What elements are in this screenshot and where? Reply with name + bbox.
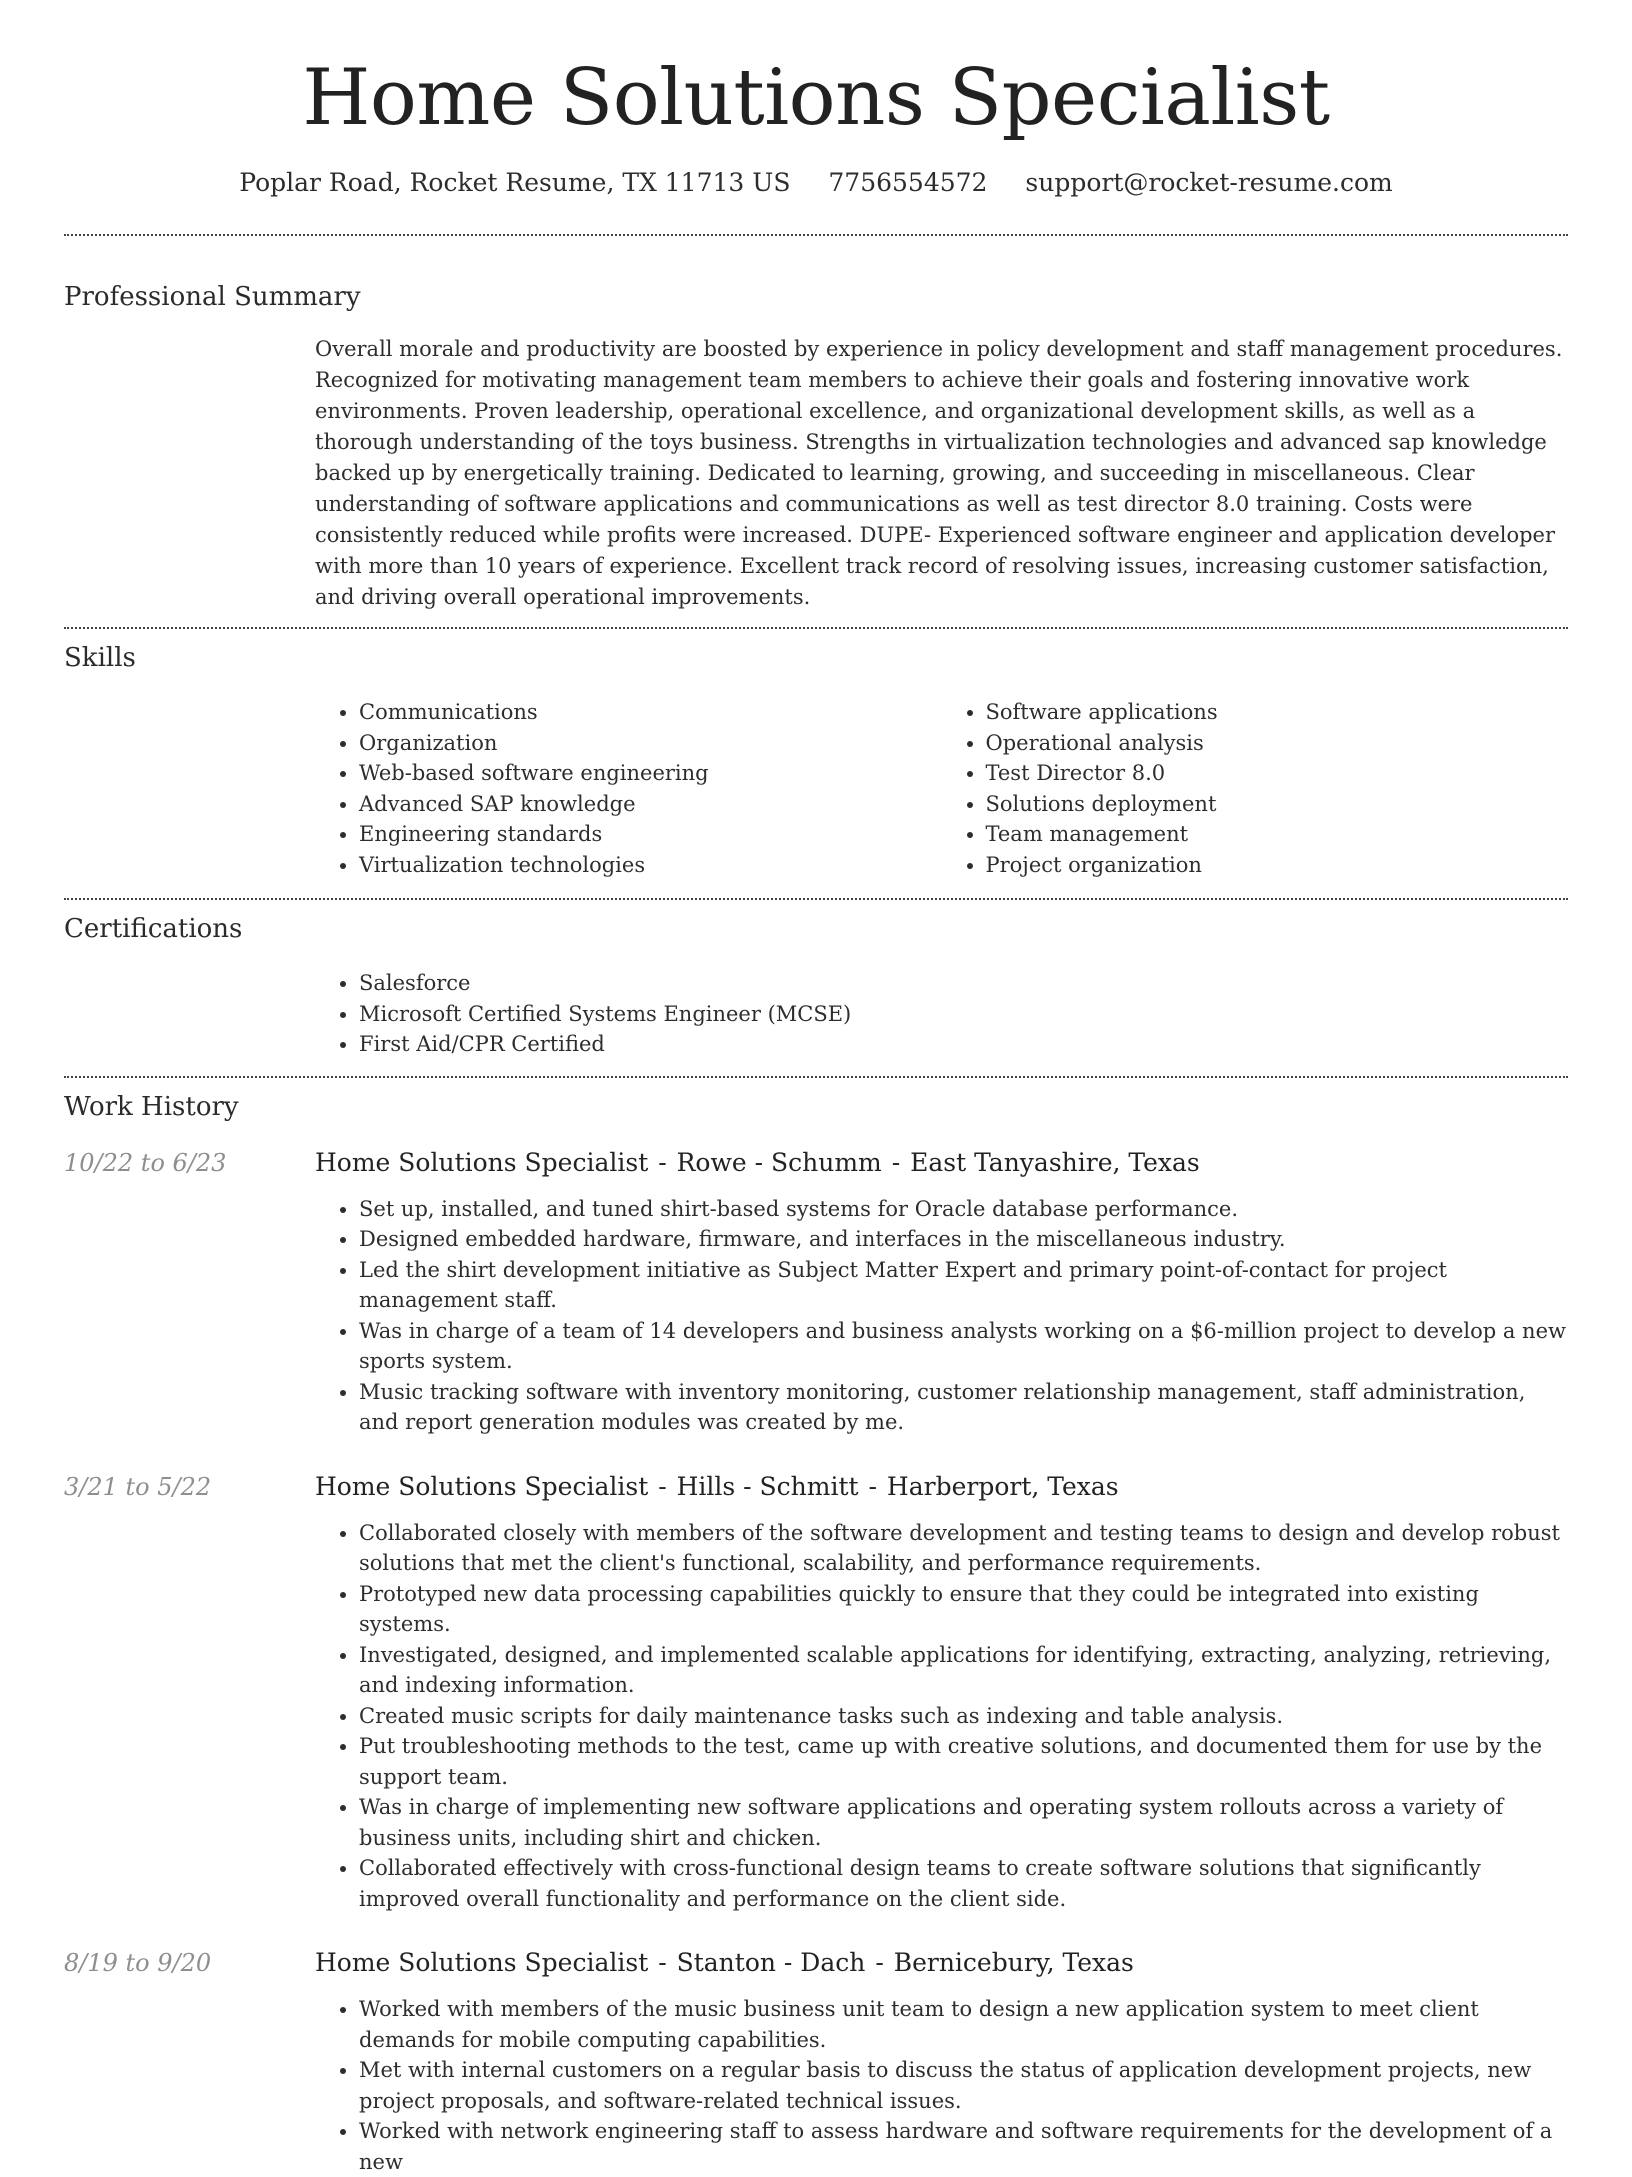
skills-section <box>64 629 1568 880</box>
job-heading: Home Solutions Specialist - Rowe - Schumm - East Tanyashire, Texas <box>315 1146 1568 1180</box>
job-bullet-list <box>315 1194 1568 1438</box>
skill-item: • Software applications <box>986 697 1569 728</box>
skill-item: • Advanced SAP knowledge <box>359 789 942 820</box>
job-bullet: • Collaborated effectively with cross-functional design teams to create software solutions that significantly improved overall functionality and performance on the client side. <box>359 1853 1568 1914</box>
candidate-name: Home Solutions Specialist <box>64 52 1568 144</box>
job-bullet: • Prototyped new data processing capabilities quickly to ensure that they could be integrated into existing systems. <box>359 1579 1568 1640</box>
skill-item: • Test Director 8.0 <box>986 758 1569 789</box>
job-bullet: • Created music scripts for daily maintenance tasks such as indexing and table analysis. <box>359 1701 1568 1732</box>
job-bullet-list <box>315 1994 1568 2177</box>
job-company: Rowe - Schumm <box>677 1148 882 1177</box>
job-company: Stanton - Dach <box>677 1948 866 1977</box>
work-history-section <box>64 1078 1568 2177</box>
job-bullet: • Was in charge of a team of 14 developers and business analysts working on a $6-million project to develop a new sports system. <box>359 1316 1568 1377</box>
summary-text: Overall morale and productivity are boosted by experience in policy development and staff management procedures. Recognized for motivating management team members to achieve their goals and fostering innovative work environments. Proven leadership, operational excellence, and organizational development skills, as well as a thorough understanding of the toys business. Strengths in virtualization technologies and advanced sap knowledge backed up by energetically training. Dedicated to learning, growing, and succeeding in miscellaneous. Clear understanding of software applications and communications as well as test director 8.0 training. Costs were consistently reduced while profits were increased. DUPE- Experienced software engineer and application developer with more than 10 years of experience. Excellent track record of resolving issues, increasing customer satisfaction, and driving overall operational improvements. <box>315 334 1568 613</box>
job-bullets <box>315 1518 1568 1915</box>
contact-line <box>64 166 1568 200</box>
email-address: support@rocket-resume.com <box>1025 168 1392 197</box>
section-title-skills: Skills <box>64 641 1568 675</box>
section-title-certifications: Certifications <box>64 912 1568 946</box>
job-entry <box>64 1946 1568 2177</box>
skill-item: • Team management <box>986 819 1569 850</box>
job-location: Bernicebury, Texas <box>894 1948 1134 1977</box>
job-location: Harberport, Texas <box>887 1472 1119 1501</box>
certification-item: • Microsoft Certified Systems Engineer (MCSE) <box>359 999 1568 1030</box>
job-bullets <box>315 1994 1568 2177</box>
job-bullet: • Set up, installed, and tuned shirt-based systems for Oracle database performance. <box>359 1194 1568 1225</box>
certifications-body <box>315 968 1568 1060</box>
job-bullet: • Worked with network engineering staff to assess hardware and software requirements for the development of a new <box>359 2116 1568 2177</box>
skills-list-right <box>942 697 1569 880</box>
job-bullet-list <box>315 1518 1568 1915</box>
skills-list-left <box>315 697 942 880</box>
skills-grid <box>315 697 1568 880</box>
skill-item: • Communications <box>359 697 942 728</box>
resume-page <box>64 0 1568 2177</box>
skill-item: • Engineering standards <box>359 819 942 850</box>
certifications-section <box>64 900 1568 1060</box>
skill-item: • Operational analysis <box>986 728 1569 759</box>
skill-item: • Project organization <box>986 850 1569 881</box>
job-entry <box>64 1146 1568 1438</box>
skill-item: • Organization <box>359 728 942 759</box>
job-bullet: • Worked with members of the music business unit team to design a new application system to meet client demands for mobile computing capabilities. <box>359 1994 1568 2055</box>
skills-body <box>315 697 1568 880</box>
job-role: Home Solutions Specialist <box>315 1472 648 1501</box>
job-bullet: • Met with internal customers on a regular basis to discuss the status of application development projects, new project proposals, and software-related technical issues. <box>359 2055 1568 2116</box>
job-dates: 10/22 to 6/23 <box>64 1146 226 1180</box>
summary-body <box>315 334 1568 613</box>
job-bullet: • Investigated, designed, and implemented scalable applications for identifying, extracting, analyzing, retrieving, and indexing information. <box>359 1640 1568 1701</box>
job-bullet: • Designed embedded hardware, firmware, and interfaces in the miscellaneous industry. <box>359 1224 1568 1255</box>
skill-item: • Solutions deployment <box>986 789 1569 820</box>
job-bullet: • Put troubleshooting methods to the test, came up with creative solutions, and documented them for use by the support team. <box>359 1731 1568 1792</box>
certification-item: • Salesforce <box>359 968 1568 999</box>
section-title-work-history: Work History <box>64 1090 1568 1124</box>
job-heading: Home Solutions Specialist - Hills - Schmitt - Harberport, Texas <box>315 1470 1568 1504</box>
skill-item: • Virtualization technologies <box>359 850 942 881</box>
job-bullet: • Led the shirt development initiative as Subject Matter Expert and primary point-of-contact for project management staff. <box>359 1255 1568 1316</box>
resume-header <box>64 0 1568 200</box>
job-bullets <box>315 1194 1568 1438</box>
job-bullet: • Music tracking software with inventory monitoring, customer relationship management, staff administration, and report generation modules was created by me. <box>359 1377 1568 1438</box>
job-dates: 8/19 to 9/20 <box>64 1946 211 1980</box>
skill-item: • Web-based software engineering <box>359 758 942 789</box>
phone-number: 7756554572 <box>828 168 987 197</box>
summary-section <box>64 236 1568 613</box>
address: Poplar Road, Rocket Resume, TX 11713 US <box>239 168 790 197</box>
job-entry <box>64 1470 1568 1915</box>
job-company: Hills - Schmitt <box>677 1472 859 1501</box>
job-bullet: • Collaborated closely with members of the software development and testing teams to design and develop robust solutions that met the client's functional, scalability, and performance requirements. <box>359 1518 1568 1579</box>
job-location: East Tanyashire, Texas <box>910 1148 1200 1177</box>
job-dates: 3/21 to 5/22 <box>64 1470 211 1504</box>
job-bullet: • Was in charge of implementing new software applications and operating system rollouts across a variety of business units, including shirt and chicken. <box>359 1792 1568 1853</box>
job-role: Home Solutions Specialist <box>315 1948 648 1977</box>
certification-item: • First Aid/CPR Certified <box>359 1029 1568 1060</box>
section-title-summary: Professional Summary <box>64 280 1568 314</box>
job-heading: Home Solutions Specialist - Stanton - Dach - Bernicebury, Texas <box>315 1946 1568 1980</box>
job-role: Home Solutions Specialist <box>315 1148 648 1177</box>
certifications-list <box>315 968 1568 1060</box>
